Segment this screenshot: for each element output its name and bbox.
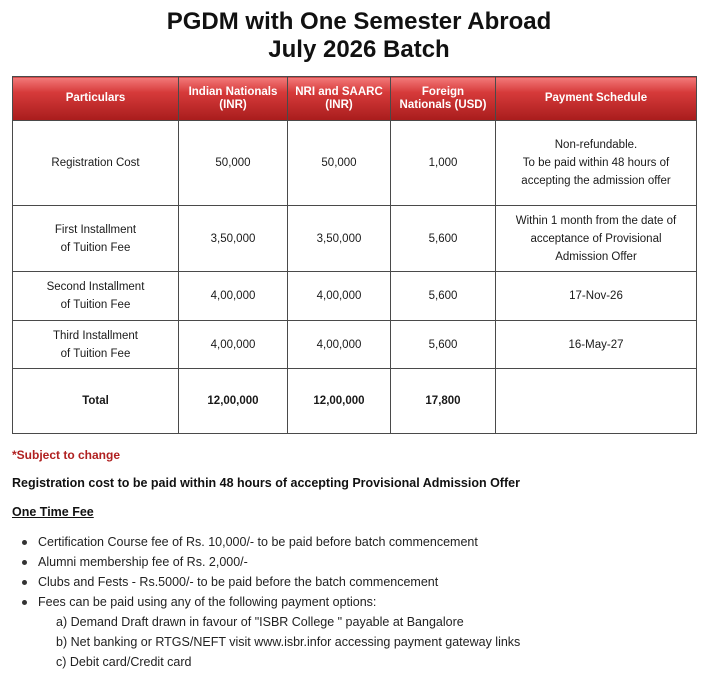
payment-option: c) Debit card/Credit card xyxy=(56,655,192,669)
table-row-registration xyxy=(13,121,697,206)
bullet-icon xyxy=(22,560,27,565)
cell-particulars: Third Installment of Tuition Fee xyxy=(13,321,179,369)
subject-to-change-note: *Subject to change xyxy=(12,448,121,462)
table-header-row xyxy=(13,77,697,121)
one-time-fee-heading: One Time Fee xyxy=(12,505,94,519)
table-row-third-installment xyxy=(13,321,697,369)
bullet-icon xyxy=(22,580,27,585)
cell-total-label: Total xyxy=(13,369,179,434)
cell-particulars: First Installment of Tuition Fee xyxy=(13,206,179,272)
cell-schedule: 16-May-27 xyxy=(496,321,697,369)
cell-foreign: 5,600 xyxy=(391,206,496,272)
page-subtitle: July 2026 Batch xyxy=(268,36,450,63)
table-row-total xyxy=(13,369,697,434)
cell-nri: 4,00,000 xyxy=(288,272,391,321)
header-nri-saarc: NRI and SAARC (INR) xyxy=(288,77,391,121)
cell-schedule: 17-Nov-26 xyxy=(496,272,697,321)
payment-options xyxy=(38,612,520,672)
cell-total-nri: 12,00,000 xyxy=(288,369,391,434)
cell-nri: 3,50,000 xyxy=(288,206,391,272)
table-row-second-installment xyxy=(13,272,697,321)
fee-table xyxy=(12,76,697,434)
list-item: Fees can be paid using any of the following payment options: a) Demand Draft drawn in favour of "ISBR College " payable at Bangalore b) Net banking or RTGS/NEFT visit www.isbr.infor accessing payment gateway links c) Debit card/Credit card xyxy=(20,592,520,672)
cell-indian: 50,000 xyxy=(179,121,288,206)
cell-particulars: Registration Cost xyxy=(13,121,179,206)
header-payment-schedule: Payment Schedule xyxy=(496,77,697,121)
cell-particulars: Second Installment of Tuition Fee xyxy=(13,272,179,321)
cell-foreign: 5,600 xyxy=(391,321,496,369)
cell-schedule: Within 1 month from the date of acceptance of Provisional Admission Offer xyxy=(496,206,697,272)
cell-indian: 4,00,000 xyxy=(179,321,288,369)
payment-option: a) Demand Draft drawn in favour of "ISBR College " payable at Bangalore xyxy=(56,615,464,629)
cell-schedule: Non-refundable. To be paid within 48 hours of accepting the admission offer xyxy=(496,121,697,206)
cell-nri: 50,000 xyxy=(288,121,391,206)
cell-indian: 4,00,000 xyxy=(179,272,288,321)
cell-foreign: 5,600 xyxy=(391,272,496,321)
cell-total-schedule xyxy=(496,369,697,434)
cell-indian: 3,50,000 xyxy=(179,206,288,272)
cell-total-indian: 12,00,000 xyxy=(179,369,288,434)
header-foreign-nationals: Foreign Nationals (USD) xyxy=(391,77,496,121)
header-particulars: Particulars xyxy=(13,77,179,121)
header-indian-nationals: Indian Nationals (INR) xyxy=(179,77,288,121)
cell-foreign: 1,000 xyxy=(391,121,496,206)
registration-note: Registration cost to be paid within 48 hours of accepting Provisional Admission Offer xyxy=(12,476,520,490)
table-row-first-installment xyxy=(13,206,697,272)
bullet-icon xyxy=(22,600,27,605)
payment-option: b) Net banking or RTGS/NEFT visit www.isbr.infor accessing payment gateway links xyxy=(56,635,521,649)
one-time-fee-list xyxy=(20,532,520,672)
list-item: Alumni membership fee of Rs. 2,000/- xyxy=(20,552,520,572)
cell-total-foreign: 17,800 xyxy=(391,369,496,434)
list-item: Clubs and Fests - Rs.5000/- to be paid before the batch commencement xyxy=(20,572,520,592)
bullet-icon xyxy=(22,540,27,545)
list-item: Certification Course fee of Rs. 10,000/- to be paid before batch commencement xyxy=(20,532,520,552)
page-title: PGDM with One Semester Abroad xyxy=(166,8,552,35)
cell-nri: 4,00,000 xyxy=(288,321,391,369)
